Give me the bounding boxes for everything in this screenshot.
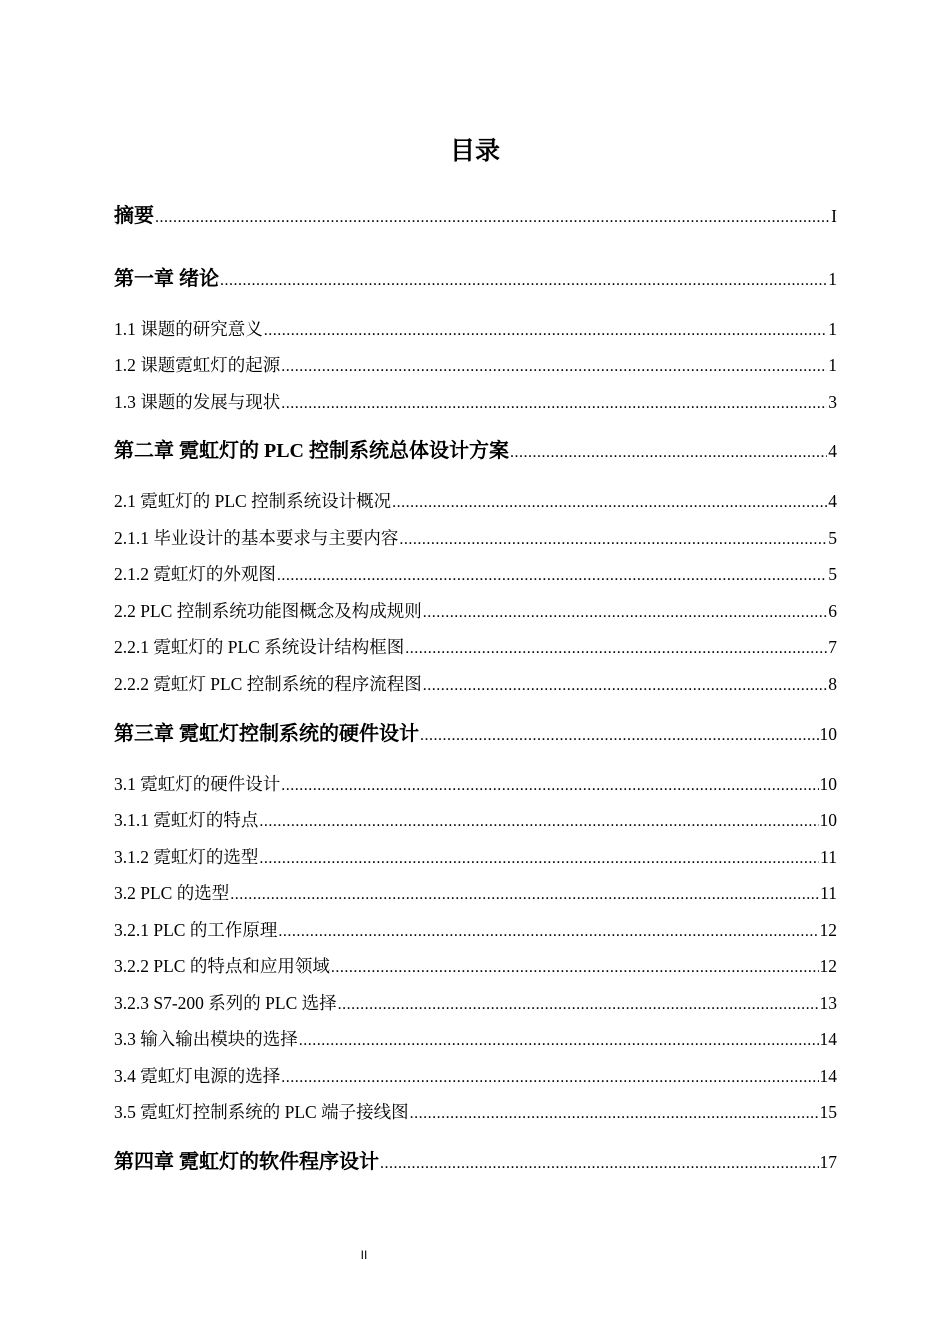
dot-leader — [405, 636, 827, 662]
toc-entry[interactable] — [114, 525, 837, 551]
toc-entry-page: 8 — [828, 674, 837, 694]
toc-entry-page: 14 — [819, 1066, 837, 1086]
toc-entry-label: 第三章 霓虹灯控制系统的硬件设计 — [114, 723, 419, 745]
dot-leader — [281, 773, 818, 799]
toc-entry-page: 10 — [819, 724, 837, 744]
toc-entry[interactable] — [114, 719, 837, 749]
toc-entry-page: 3 — [828, 392, 837, 412]
toc-entry-label: 3.5 霓虹灯控制系统的 PLC 端子接线图 — [114, 1102, 409, 1122]
toc-entry-page: I — [831, 206, 837, 226]
toc-entry-page: 4 — [828, 491, 837, 511]
toc-entry-label: 第四章 霓虹灯的软件程序设计 — [114, 1151, 379, 1173]
toc-entry-label: 2.1.2 霓虹灯的外观图 — [114, 564, 276, 584]
toc-entry[interactable] — [114, 264, 837, 294]
dot-leader — [259, 809, 818, 835]
toc-entry-page: 5 — [828, 528, 837, 548]
toc-entry-label: 3.1.1 霓虹灯的特点 — [114, 810, 259, 830]
footer-page-number: II — [360, 1248, 368, 1262]
toc-entry[interactable] — [114, 389, 837, 415]
dot-leader — [264, 318, 828, 344]
toc-entry[interactable] — [114, 488, 837, 514]
toc-entry-page: 7 — [828, 637, 837, 657]
toc-entry-label: 第一章 绪论 — [114, 268, 219, 290]
dot-leader — [423, 673, 828, 699]
toc-entry[interactable] — [114, 990, 837, 1016]
toc-entry[interactable] — [114, 771, 837, 797]
toc-entry-label: 1.1 课题的研究意义 — [114, 319, 263, 339]
toc-entry[interactable] — [114, 561, 837, 587]
toc-entry-page: 4 — [828, 441, 837, 461]
dot-leader — [338, 992, 819, 1018]
toc-entry-page: 11 — [820, 883, 837, 903]
toc-entry-page: 12 — [819, 956, 837, 976]
dot-leader — [423, 600, 828, 626]
toc-entry-label: 第二章 霓虹灯的 PLC 控制系统总体设计方案 — [114, 440, 509, 462]
toc-entry[interactable] — [114, 953, 837, 979]
toc-entry-page: 11 — [820, 847, 837, 867]
toc-entry-page: 1 — [828, 319, 837, 339]
toc-entry-page: 12 — [819, 920, 837, 940]
toc-entry-label: 3.3 输入输出模块的选择 — [114, 1029, 298, 1049]
dot-leader — [380, 1149, 819, 1179]
toc-entry[interactable] — [114, 634, 837, 660]
toc-entry-page: 15 — [819, 1102, 837, 1122]
toc-entry-label: 3.2.1 PLC 的工作原理 — [114, 920, 278, 940]
toc-entry[interactable] — [114, 1026, 837, 1052]
toc-entry[interactable] — [114, 880, 837, 906]
dot-leader — [278, 919, 818, 945]
dot-leader — [220, 266, 827, 296]
toc-entry[interactable] — [114, 1063, 837, 1089]
toc-entry-page: 1 — [828, 355, 837, 375]
toc-entry[interactable] — [114, 671, 837, 697]
dot-leader — [510, 438, 827, 468]
toc-entry-label: 2.2.2 霓虹灯 PLC 控制系统的程序流程图 — [114, 674, 422, 694]
dot-leader — [420, 721, 819, 751]
toc-entry[interactable] — [114, 201, 837, 231]
toc-entry[interactable] — [114, 436, 837, 466]
toc-entry-page: 5 — [828, 564, 837, 584]
toc-entry[interactable] — [114, 844, 837, 870]
dot-leader — [410, 1101, 819, 1127]
toc-entry[interactable] — [114, 1147, 837, 1177]
toc-entry-page: 17 — [819, 1152, 837, 1172]
toc-entry[interactable] — [114, 1099, 837, 1125]
dot-leader — [281, 354, 827, 380]
toc-entry-label: 3.4 霓虹灯电源的选择 — [114, 1066, 281, 1086]
toc-entry[interactable] — [114, 598, 837, 624]
dot-leader — [155, 203, 830, 233]
toc-entry-label: 2.2 PLC 控制系统功能图概念及构成规则 — [114, 601, 422, 621]
dot-leader — [277, 563, 827, 589]
toc-entry-label: 3.1 霓虹灯的硬件设计 — [114, 774, 281, 794]
dot-leader — [259, 846, 819, 872]
dot-leader — [281, 1065, 818, 1091]
toc-entry-page: 13 — [819, 993, 837, 1013]
toc-entry-label: 1.3 课题的发展与现状 — [114, 392, 281, 412]
toc-entry-label: 3.1.2 霓虹灯的选型 — [114, 847, 259, 867]
toc-entry-label: 1.2 课题霓虹灯的起源 — [114, 355, 281, 375]
toc-entry-page: 10 — [819, 810, 837, 830]
dot-leader — [331, 955, 819, 981]
toc-entry-label: 3.2.3 S7-200 系列的 PLC 选择 — [114, 993, 337, 1013]
toc-entry[interactable] — [114, 917, 837, 943]
toc-entry-label: 摘要 — [114, 205, 154, 227]
toc-entry-page: 10 — [819, 774, 837, 794]
dot-leader — [392, 490, 827, 516]
toc-entry-label: 2.1.1 毕业设计的基本要求与主要内容 — [114, 528, 399, 548]
toc-entry-label: 2.1 霓虹灯的 PLC 控制系统设计概况 — [114, 491, 392, 511]
toc-entry-page: 6 — [828, 601, 837, 621]
page-title: 目录 — [449, 136, 500, 165]
toc-entry-page: 1 — [828, 269, 837, 289]
toc-entry-label: 3.2.2 PLC 的特点和应用领域 — [114, 956, 330, 976]
dot-leader — [281, 391, 827, 417]
toc-entry[interactable] — [114, 807, 837, 833]
dot-leader — [299, 1028, 819, 1054]
dot-leader — [230, 882, 819, 908]
toc-entry[interactable] — [114, 352, 837, 378]
dot-leader — [399, 527, 827, 553]
toc-entry-label: 2.2.1 霓虹灯的 PLC 系统设计结构框图 — [114, 637, 405, 657]
toc-entry-page: 14 — [819, 1029, 837, 1049]
toc-entry[interactable] — [114, 316, 837, 342]
toc-entry-label: 3.2 PLC 的选型 — [114, 883, 230, 903]
